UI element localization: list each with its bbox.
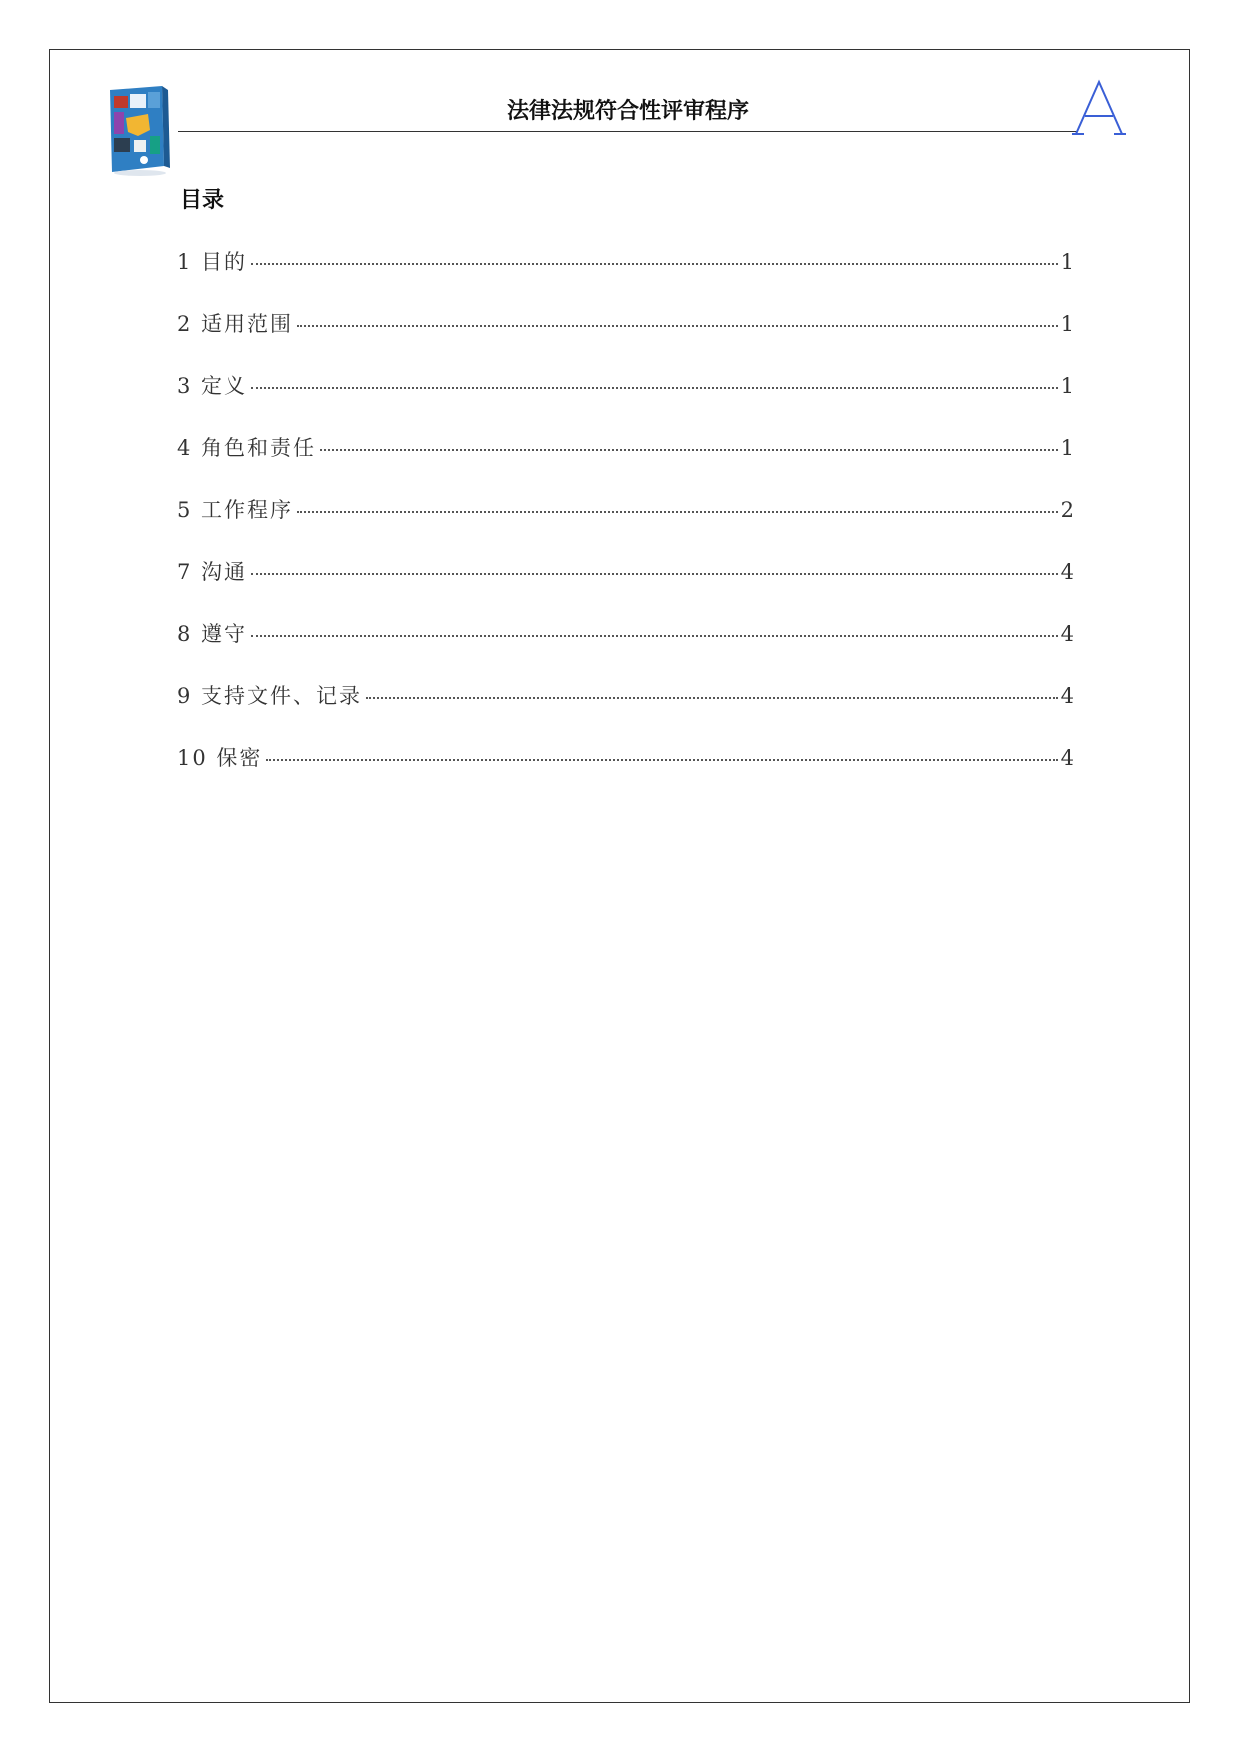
toc-entry-page: 4	[1060, 622, 1074, 646]
toc-entry-title: 10 保密	[177, 746, 263, 770]
dot-leader	[251, 387, 1058, 389]
toc-entry-roles[interactable]	[177, 432, 1074, 494]
dot-leader	[297, 325, 1058, 327]
toc-entry-page: 4	[1060, 560, 1074, 584]
toc-entry-confidentiality[interactable]	[177, 742, 1074, 804]
document-title: 法律法规符合性评审程序	[506, 99, 749, 124]
toc-entry-communication[interactable]	[177, 556, 1074, 618]
dot-leader	[266, 759, 1057, 761]
toc-entry-page: 4	[1060, 746, 1074, 770]
toc-entry-supporting-docs[interactable]	[177, 680, 1074, 742]
book-logo-icon	[104, 84, 170, 176]
dot-leader	[297, 511, 1058, 513]
dot-leader	[251, 635, 1058, 637]
dot-leader	[320, 449, 1058, 451]
toc-entry-purpose[interactable]	[177, 246, 1074, 308]
toc-entry-title: 3 定义	[177, 374, 248, 398]
toc-entry-title: 2 适用范围	[177, 312, 294, 336]
toc-entry-title: 9 支持文件、记录	[177, 684, 363, 708]
toc-entry-title: 8 遵守	[177, 622, 248, 646]
toc-entry-page: 4	[1060, 684, 1074, 708]
toc-entry-scope[interactable]	[177, 308, 1074, 370]
toc-heading: 目录	[180, 188, 225, 213]
dot-leader	[366, 697, 1058, 699]
toc-entry-page: 2	[1060, 498, 1074, 522]
header-divider	[178, 131, 1078, 132]
toc-entry-procedure[interactable]	[177, 494, 1074, 556]
letter-a-logo-icon	[1072, 78, 1126, 138]
toc-entry-title: 4 角色和责任	[177, 436, 317, 460]
toc-entry-title: 7 沟通	[177, 560, 248, 584]
dot-leader	[251, 263, 1058, 265]
toc-entry-title: 5 工作程序	[177, 498, 294, 522]
toc-entry-page: 1	[1060, 374, 1074, 398]
table-of-contents	[177, 246, 1074, 804]
toc-entry-page: 1	[1060, 250, 1074, 274]
dot-leader	[251, 573, 1058, 575]
toc-entry-compliance[interactable]	[177, 618, 1074, 680]
toc-entry-page: 1	[1060, 312, 1074, 336]
toc-entry-definitions[interactable]	[177, 370, 1074, 432]
toc-entry-page: 1	[1060, 436, 1074, 460]
toc-entry-title: 1 目的	[177, 250, 248, 274]
